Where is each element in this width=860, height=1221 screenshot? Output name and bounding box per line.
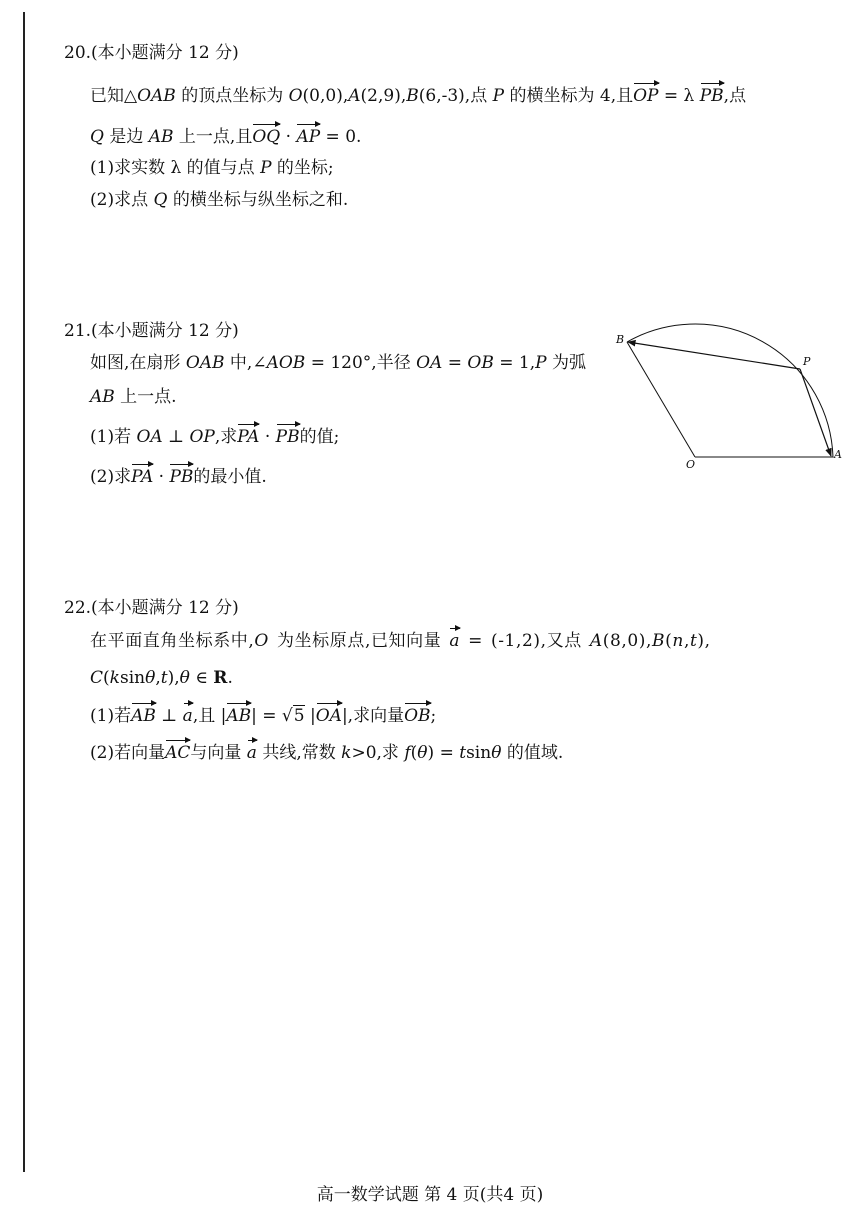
radius-OB — [627, 342, 695, 457]
q21-part-1: (1)若 OA ⊥ OP,求PA · PB的值; — [90, 427, 340, 447]
q20-line-2: Q 是边 AB 上一点,且OQ · AP = 0. — [90, 127, 362, 147]
margin-line — [23, 12, 25, 1172]
q21-header: 21.(本小题满分 12 分) — [64, 321, 239, 341]
q22-header: 22.(本小题满分 12 分) — [64, 598, 239, 618]
q22-line-2: C(ksinθ,t),θ ∈ R. — [90, 668, 233, 688]
page-footer: 高一数学试题 第 4 页(共4 页) — [316, 1185, 544, 1205]
label-O: O — [686, 458, 696, 470]
q20-header: 20.(本小题满分 12 分) — [64, 43, 239, 63]
vector-PB — [628, 342, 800, 369]
label-B: B — [616, 333, 625, 346]
q20-part-2: (2)求点 Q 的横坐标与纵坐标之和. — [90, 190, 349, 210]
arc-AB — [627, 324, 833, 457]
q22-part-1: (1)若AB ⊥ a,且 |AB| = √5 |OA|,求向量OB; — [90, 706, 437, 726]
q21-part-2: (2)求PA · PB的最小值. — [90, 467, 267, 487]
q22-line-1: 在平面直角坐标系中,O 为坐标原点,已知向量 a = (-1,2),又点 A(8,0),B(n,t), — [90, 631, 711, 651]
label-A: A — [834, 448, 842, 461]
q20-part-1: (1)求实数 λ 的值与点 P 的坐标; — [90, 158, 334, 178]
q21-line-2: AB 上一点. — [90, 387, 177, 407]
q21-line-1: 如图,在扇形 OAB 中,∠AOB = 120°,半径 OA = OB = 1,P 为弧 — [90, 353, 586, 373]
label-P: P — [803, 355, 811, 368]
sector-figure — [610, 310, 850, 470]
q20-line-1: 已知△OAB 的顶点坐标为 O(0,0),A(2,9),B(6,-3),点 P 的横坐标为 4,且OP = λ PB,点 — [90, 86, 747, 106]
vector-PA — [800, 369, 831, 456]
q22-part-2: (2)若向量AC与向量 a 共线,常数 k>0,求 f(θ) = tsinθ 的值域. — [90, 743, 564, 763]
